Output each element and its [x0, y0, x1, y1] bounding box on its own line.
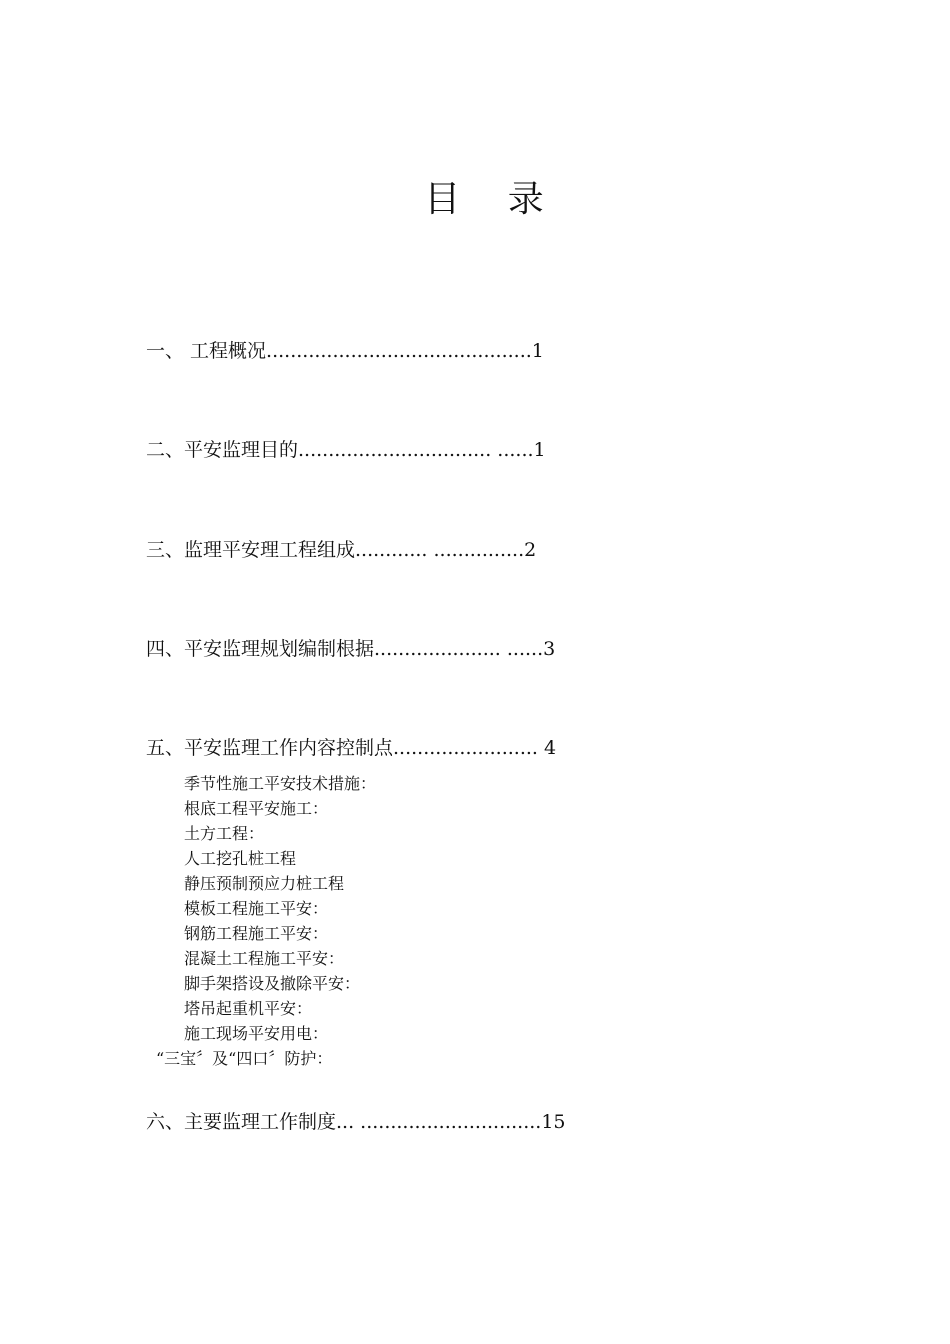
toc-sub-item-6[interactable]: 模板工程施工平安： — [184, 899, 329, 918]
toc-sub-item-11[interactable]: 施工现场平安用电： — [184, 1024, 329, 1043]
toc-sub-item-8[interactable]: 混凝土工程施工平安： — [184, 949, 345, 968]
toc-sub-item-12[interactable]: “三宝〞及“四口〞防护： — [156, 1049, 333, 1068]
toc-sub-item-10[interactable]: 塔吊起重机平安： — [184, 999, 313, 1018]
toc-sub-item-3[interactable]: 土方工程： — [184, 824, 265, 843]
toc-sub-item-2[interactable]: 根底工程平安施工： — [184, 799, 329, 818]
toc-sub-item-1[interactable]: 季节性施工平安技术措施： — [184, 774, 377, 793]
toc-title: 目 录 — [424, 179, 562, 220]
toc-entry-2[interactable]: 二、平安监理目的................................ ......1 — [146, 439, 546, 461]
toc-sub-item-5[interactable]: 静压预制预应力桩工程 — [184, 874, 345, 893]
toc-entry-5[interactable]: 五、平安监理工作内容控制点........................ 4 — [146, 737, 557, 759]
toc-sub-item-4[interactable]: 人工挖孔桩工程 — [184, 849, 297, 868]
toc-entry-6[interactable]: 六、主要监理工作制度... ..............................15 — [146, 1111, 566, 1133]
toc-entry-3[interactable]: 三、监理平安理工程组成............ ...............2 — [146, 539, 537, 561]
toc-sub-item-7[interactable]: 钢筋工程施工平安： — [184, 924, 329, 943]
toc-sub-item-9[interactable]: 脚手架搭设及撤除平安： — [184, 974, 361, 993]
toc-entry-4[interactable]: 四、平安监理规划编制根据..................... ......3 — [146, 638, 556, 660]
toc-entry-1[interactable]: 一、 工程概况............................................1 — [146, 340, 544, 362]
